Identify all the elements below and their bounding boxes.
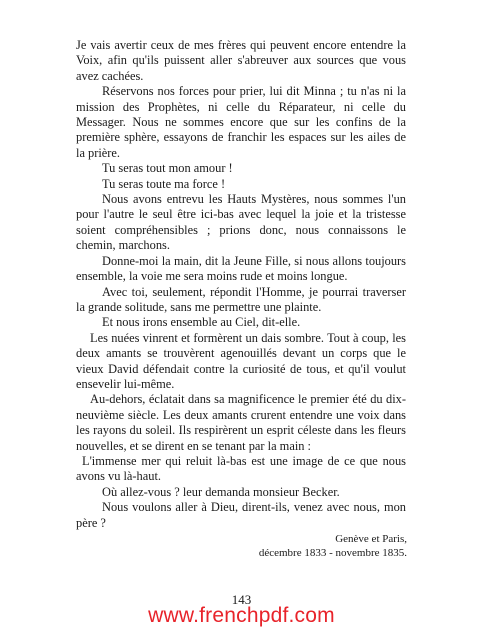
paragraph-10: Au-dehors, éclatait dans sa magnificence le premier été du dix-neuvième siècle. Les deux amants crurent entendre une voix dans les rayons du soleil. Ils respirèrent un esprit céleste dans les fleurs nouvelles, et se dirent en se tenant par la main : [76,392,406,453]
paragraph-3: Tu seras tout mon amour ! [102,161,233,176]
paragraph-4: Tu seras toute ma force ! [102,176,226,191]
body-text [76,38,406,531]
paragraph-11: L'immense mer qui reluit là-bas est une image de ce que nous avons vu là-haut. [76,453,406,484]
paragraph-9: Les nuées vinrent et formèrent un dais sombre. Tout à coup, les deux amants se trouvèrent agenouillés devant un corps que le vieux David défendait contre la curiosité de tous, et qu'il voulut ensevelir lui-même. [76,330,406,391]
signature-block [259,532,407,560]
paragraph-13: Nous voulons aller à Dieu, dirent-ils, venez avec nous, mon père ? [76,500,406,530]
paragraph-6: Donne-moi la main, dit la Jeune Fille, si nous allons toujours ensemble, la voie me sera moins rude et moins longue. [76,253,406,284]
paragraph-1: Je vais avertir ceux de mes frères qui peuvent encore entendre la Voix, afin qu'ils puissent aller s'abreuver aux sources que vous avez cachées. [76,38,406,83]
paragraph-8: Et nous irons ensemble au Ciel, dit-elle. [102,315,301,330]
signature-dates: décembre 1833 - novembre 1835. [258,547,407,559]
paragraph-2: Réservons nos forces pour prier, lui dit Minna ; tu n'as ni la mission des Prophètes, ni celle du Réparateur, ni celle du Messager. Nous ne sommes encore que sur les confins de la première sphère, essayons de franchir les espaces sur les ailes de la prière. [76,84,406,160]
signature-place: Genève et Paris, [335,533,407,545]
page-number: 143 [231,592,252,607]
paragraph-5: Nous avons entrevu les Hauts Mystères, nous sommes l'un pour l'autre le seul être ici-bas avec lequel la joie et la tristesse soient compréhensibles ; prions donc, nous connaissons le chemin, marchons. [76,192,406,253]
watermark-link[interactable]: www.frenchpdf.com [148,604,335,627]
paragraph-12: Où allez-vous ? leur demanda monsieur Becker. [102,484,340,499]
paragraph-7: Avec toi, seulement, répondit l'Homme, je pourrai traverser la grande solitude, sans me permettre une plainte. [76,284,406,314]
